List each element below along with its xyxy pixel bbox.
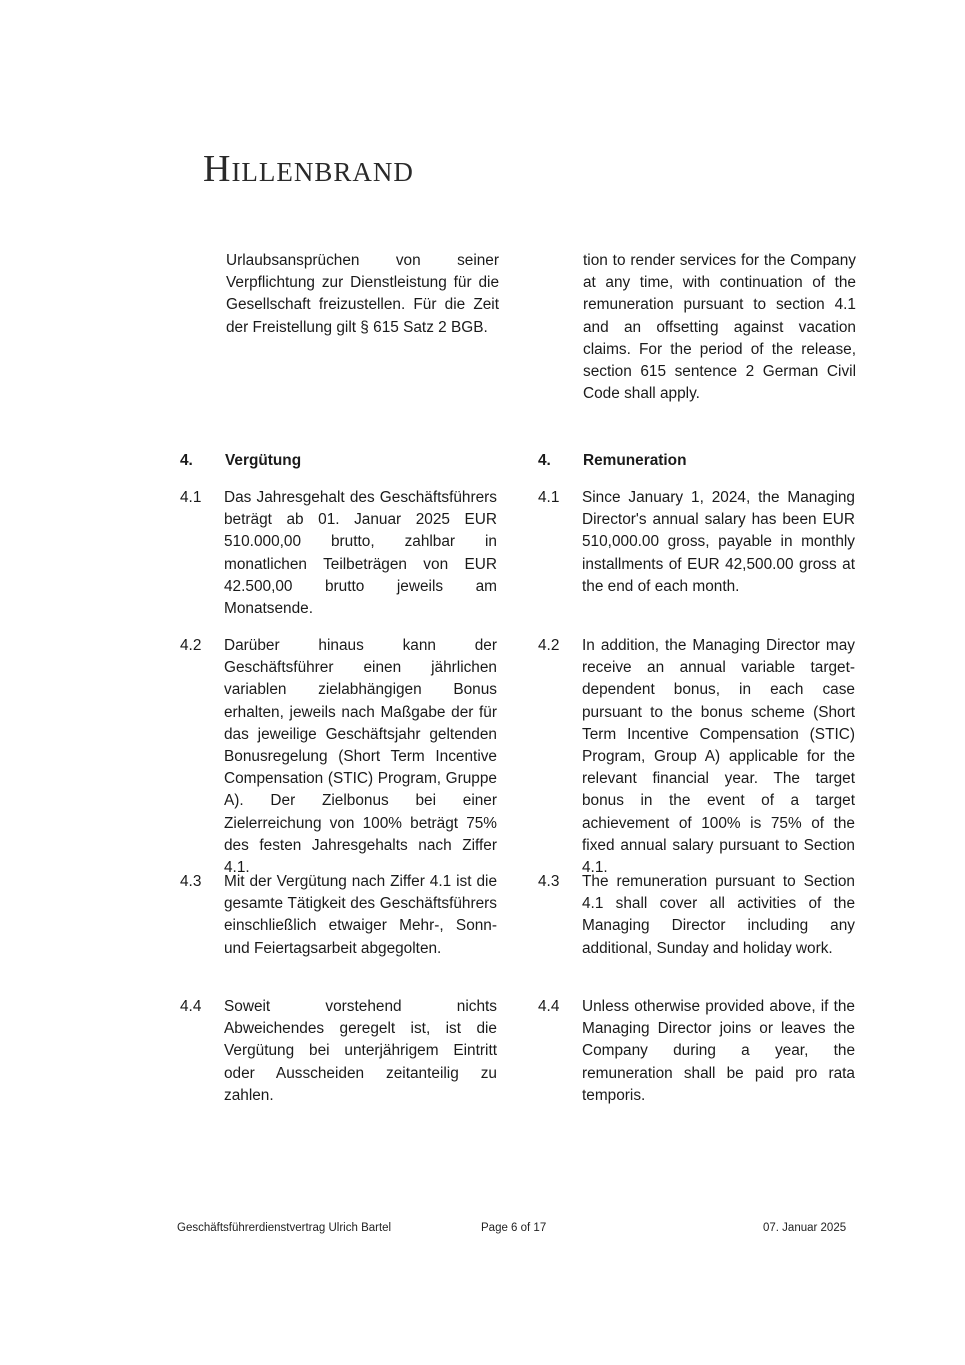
section-title: Vergütung xyxy=(225,452,302,469)
section-number: 4. xyxy=(180,452,193,469)
footer-date: 07. Januar 2025 xyxy=(763,1222,847,1234)
clause-text: Since January 1, 2024, the Managing Director's annual salary has been EUR 510,000.00 gross, payable in monthly installments of EUR 42,500.00 gross at the end of each month. xyxy=(582,489,855,595)
clause-number: 4.2 xyxy=(538,637,560,654)
continuation-paragraph-de: Urlaubsansprüchen von seiner Verpflichtung zur Dienstleistung für die Gesellschaft freizustellen. Für die Zeit der Freistellung gilt § 615 Satz 2 BGB. xyxy=(226,252,499,336)
clause-text: Darüber hinaus kann der Geschäftsführer einen jährlichen variablen zielabhängigen Bonus erhalten, jeweils nach Maßgabe der für das jeweilige Geschäftsjahr geltenden Bonusregelung (Short Term Incentive Compensation (STIC) Program, Gruppe A). Der Zielbonus bei einer Zielerreichung von 100% beträgt 75% des festen Jahresgehalts nach Ziffer 4.1. xyxy=(224,637,497,877)
footer-page-number: Page 6 of 17 xyxy=(481,1222,547,1234)
clause-number: 4.3 xyxy=(538,873,560,890)
clause-number: 4.2 xyxy=(180,637,202,654)
continuation-paragraph-en: tion to render services for the Company at any time, with continuation of the remuneration pursuant to section 4.1 and an offsetting against vacation claims. For the period of the release, section 615 sentence 2 German Civil Code shall apply. xyxy=(583,252,856,403)
clause-number: 4.1 xyxy=(538,489,560,506)
footer-document-title: Geschäftsführerdienstvertrag Ulrich Bartel xyxy=(177,1222,392,1234)
clause-text: The remuneration pursuant to Section 4.1 shall cover all activities of the Managing Director including any additional, Sunday and holiday work. xyxy=(582,873,855,957)
clause-number: 4.3 xyxy=(180,873,202,890)
clause-text: In addition, the Managing Director may receive an annual variable target-dependent bonus, in each case pursuant to the bonus scheme (Short Term Incentive Compensation (STIC) Program, Group A) applicable for the relevant financial year. The target bonus in the event of a target achievement of 100% is 75% of the fixed annual salary pursuant to Section 4.1. xyxy=(582,637,855,877)
section-number: 4. xyxy=(538,452,551,469)
clause-number: 4.1 xyxy=(180,489,202,506)
company-logo: Hillenbrand xyxy=(203,148,414,190)
clause-text: Das Jahresgehalt des Geschäftsführers beträgt ab 01. Januar 2025 EUR 510.000,00 brutto, zahlbar in monatlichen Teilbeträgen von EUR 42.500,00 brutto jeweils am Monatsende. xyxy=(224,489,497,618)
clause-text: Soweit vorstehend nichts Abweichendes geregelt ist, ist die Vergütung bei unterjährigem Eintritt oder Ausscheiden zeitanteilig zu zahlen. xyxy=(224,998,497,1104)
clause-text: Unless otherwise provided above, if the Managing Director joins or leaves the Company during a year, the remuneration shall be paid pro rata temporis. xyxy=(582,998,855,1104)
clause-number: 4.4 xyxy=(538,998,560,1015)
section-title: Remuneration xyxy=(583,452,687,469)
clause-text: Mit der Vergütung nach Ziffer 4.1 ist die gesamte Tätigkeit des Geschäftsführers einschließlich etwaiger Mehr-, Sonn- und Feiertagsarbeit abgegolten. xyxy=(224,873,497,957)
clause-number: 4.4 xyxy=(180,998,202,1015)
